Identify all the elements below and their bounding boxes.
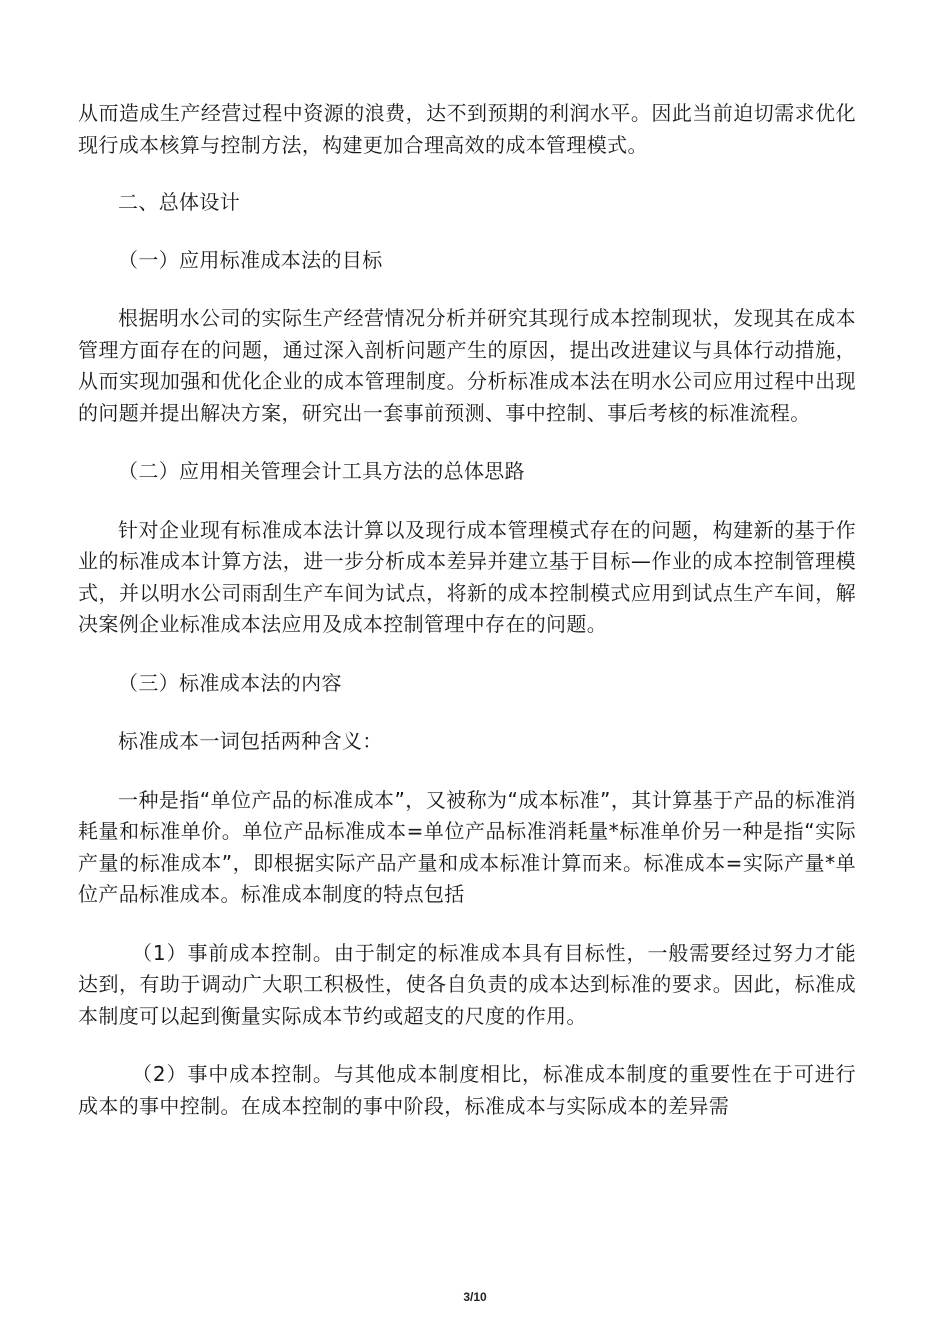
- paragraph-approach: 针对企业现有标准成本法计算以及现行成本管理模式存在的问题，构建新的基于作业的标准成本计算方法，进一步分析成本差异并建立基于目标—作业的成本控制管理模式，并以明水公司雨刮生产车间为试点，将新的成本控制模式应用到试点生产车间，解决案例企业标准成本法应用及成本控制管理中存在的问题。: [78, 517, 856, 636]
- page-number: 3/10: [463, 1290, 487, 1304]
- list-item-pre-control: （1）事前成本控制。由于制定的标准成本具有目标性，一般需要经过努力才能达到，有助于调动广大职工积极性，使各自负责的成本达到标准的要求。因此，标准成本制度可以起到衡量实际成本节约或超支的尺度的作用。: [78, 940, 856, 1028]
- list-item-in-process-control: （2）事中成本控制。与其他成本制度相比，标准成本制度的重要性在于可进行成本的事中控制。在成本控制的事中阶段，标准成本与实际成本的差异需: [78, 1062, 856, 1118]
- document-body: [78, 98, 856, 1122]
- paragraph-meanings-intro: 标准成本一词包括两种含义：: [118, 729, 383, 753]
- subsection-heading-objective: （一）应用标准成本法的目标: [118, 247, 383, 272]
- paragraph-objective: 根据明水公司的实际生产经营情况分析并研究其现行成本控制现状，发现其在成本管理方面存在的问题，通过深入剖析问题产生的原因，提出改进建议与具体行动措施，从而实现加强和优化企业的成本管理制度。分析标准成本法在明水公司应用过程中出现的问题并提出解决方案，研究出一套事前预测、事中控制、事后考核的标准流程。: [78, 306, 856, 425]
- paragraph-meanings: 一种是指“单位产品的标准成本”，又被称为“成本标准”，其计算基于产品的标准消耗量和标准单价。单位产品标准成本=单位产品标准消耗量*标准单价另一种是指“实际产量的标准成本”，即根据实际产品产量和成本标准计算而来。标准成本=实际产量*单位产品标准成本。标准成本制度的特点包括: [78, 787, 856, 906]
- section-heading-overall-design: 二、总体设计: [118, 190, 241, 214]
- subsection-heading-approach: （二）应用相关管理会计工具方法的总体思路: [118, 459, 525, 483]
- subsection-heading-content: （三）标准成本法的内容: [118, 670, 342, 695]
- paragraph-continuation: 从而造成生产经营过程中资源的浪费，达不到预期的利润水平。因此当前迫切需求优化现行成本核算与控制方法，构建更加合理高效的成本管理模式。: [78, 101, 856, 157]
